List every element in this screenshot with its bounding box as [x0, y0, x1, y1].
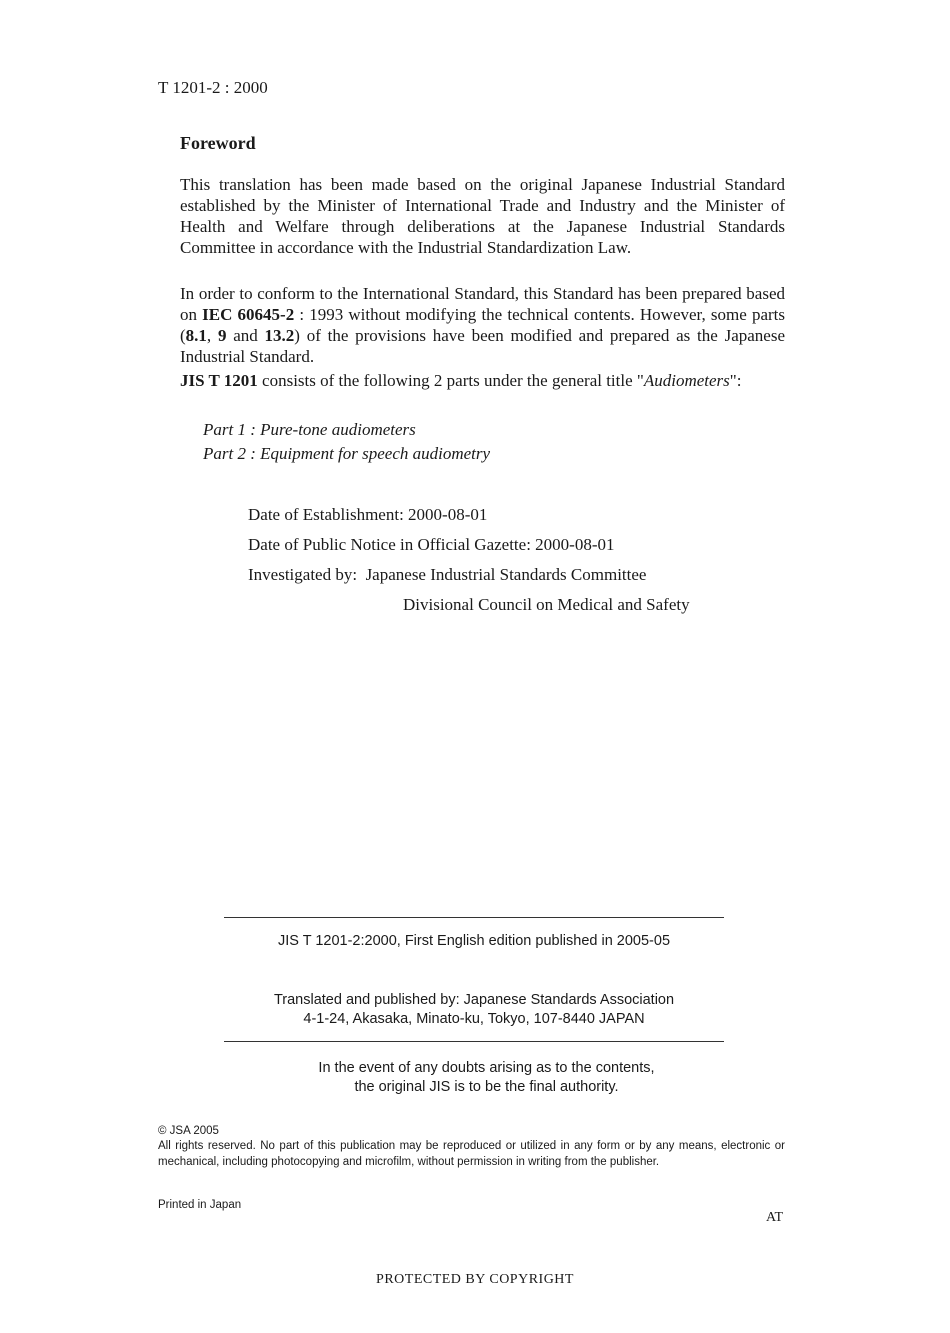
- copyright-footer: PROTECTED BY COPYRIGHT: [376, 1272, 574, 1287]
- date-of-establishment: Date of Establishment: 2000-08-01: [248, 505, 488, 524]
- list-item: Part 1 : Pure-tone audiometers: [203, 420, 416, 439]
- publisher-info: Translated and published by: Japanese Standards Association 4-1-24, Akasaka, Minato-ku, Tokyo, 107-8440 JAPAN: [273, 992, 675, 1027]
- document-id-header: T 1201-2 : 2000: [158, 78, 268, 97]
- foreword-paragraph-2: In order to conform to the International Standard, this Standard has been prepared based on IEC 60645-2 : 1993 without modifying the technical contents. However, some parts (8.1, 9 and 13.2) of the provisions have been modified and prepared as the Japanese Industrial Standard.: [180, 284, 786, 366]
- parts-list: [203, 418, 490, 466]
- copyright-notice: © JSA 2005: [158, 1125, 219, 1137]
- authority-note: In the event of any doubts arising as to the contents, the original JIS is to be the final authority.: [318, 1060, 655, 1095]
- establishment-info: [248, 500, 690, 620]
- foreword-title: Foreword: [180, 133, 256, 153]
- investigated-by: Investigated by: Japanese Industrial Standards Committee: [248, 565, 647, 584]
- divider: [224, 917, 724, 918]
- jis-reference: JIS T 1201: [180, 371, 258, 390]
- printed-in: Printed in Japan: [158, 1199, 242, 1211]
- iec-reference: IEC 60645-2: [202, 305, 295, 324]
- foreword-paragraph-3: JIS T 1201 consists of the following 2 parts under the general title "Audiometers":: [180, 371, 742, 390]
- foreword-paragraph-1: This translation has been made based on the original Japanese Industrial Standard established by the Minister of International Trade and Industry and the Minister of Health and Welfare through deliberations at the Japanese Industrial Standards Committee in accordance with the Industrial Standardization Law.: [180, 175, 785, 257]
- list-item: Part 2 : Equipment for speech audiometry: [203, 444, 491, 463]
- code-label: AT: [766, 1210, 784, 1225]
- investigated-by-council: Divisional Council on Medical and Safety: [403, 595, 690, 614]
- date-of-public-notice: Date of Public Notice in Official Gazette: 2000-08-01: [248, 535, 615, 554]
- edition-line: JIS T 1201-2:2000, First English edition published in 2005-05: [277, 933, 671, 949]
- rights-statement: All rights reserved. No part of this publication may be reproduced or utilized in any form or by any means, electronic or mechanical, including photocopying and microfilm, without permission in writing from the publisher.: [158, 1140, 785, 1168]
- divider: [224, 1041, 724, 1042]
